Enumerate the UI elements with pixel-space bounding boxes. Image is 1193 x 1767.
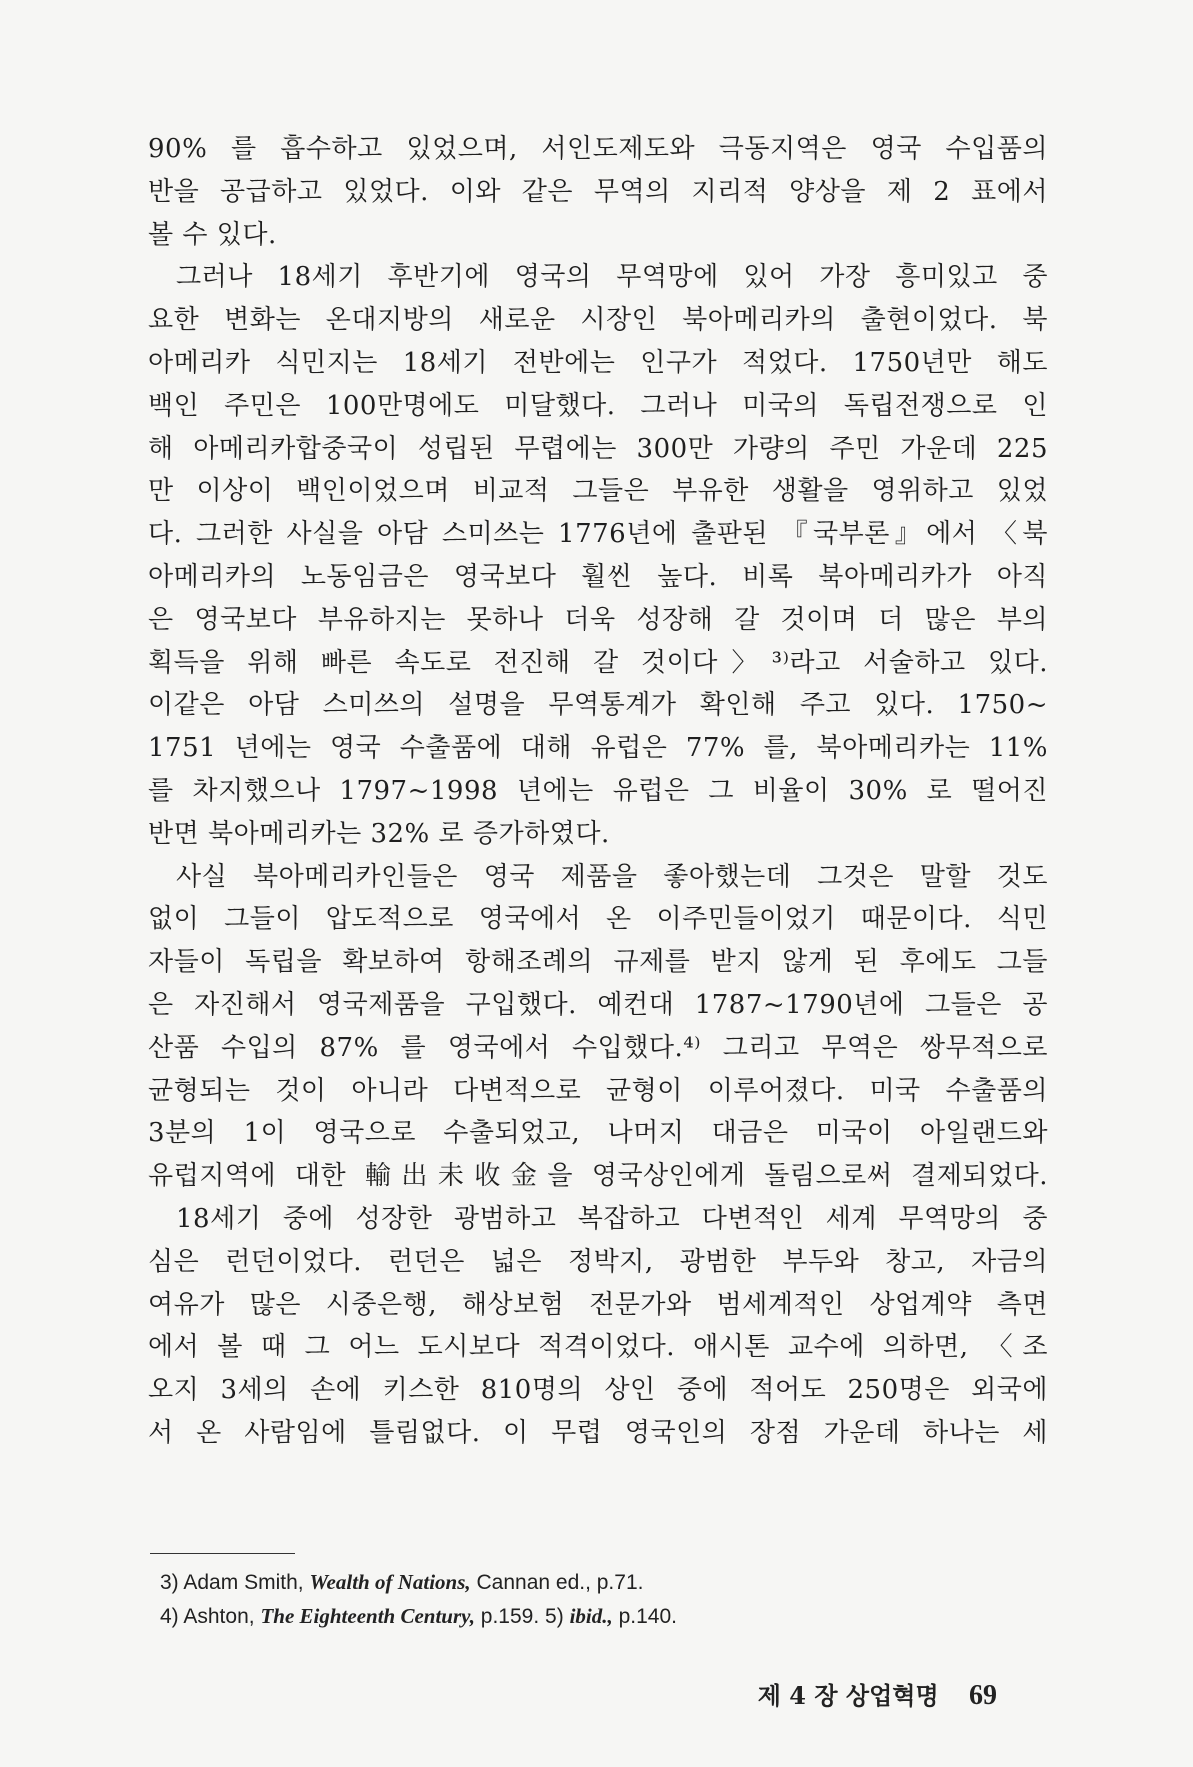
text-line: 여유가 많은 시중은행, 해상보험 전문가와 범세계적인 상업계약 측면 — [148, 1289, 1048, 1320]
footnote-number: 5) — [545, 1605, 564, 1628]
text-line: 백인 주민은 100만명에도 미달했다. 그러나 미국의 독립전쟁으로 인 — [148, 390, 1048, 421]
text-line: 에서 볼 때 그 어느 도시보다 적격이었다. 애시톤 교수에 의하면, 〈조 — [148, 1332, 1048, 1363]
text-line: 심은 런던이었다. 런던은 넓은 정박지, 광범한 부두와 창고, 자금의 — [148, 1246, 1048, 1277]
text-line: 없이 그들이 압도적으로 영국에서 온 이주민들이었기 때문이다. 식민 — [148, 904, 1048, 935]
text-line: 다. 그러한 사실을 아담 스미쓰는 1776년에 출판된 『국부론』에서 〈북 — [148, 519, 1048, 550]
running-footer — [758, 1676, 997, 1712]
text-line: 자들이 독립을 확보하여 항해조례의 규제를 받지 않게 된 후에도 그들 — [148, 947, 1048, 978]
footnote-title: The Eighteenth Century, — [260, 1604, 475, 1628]
text-line: 18세기 중에 성장한 광범하고 복잡하고 다변적인 세계 무역망의 중 — [176, 1203, 1048, 1234]
chapter-title: 제 4 장 상업혁명 — [757, 1681, 939, 1710]
text-line: 사실 북아메리카인들은 영국 제품을 좋아했는데 그것은 말할 것도 — [176, 861, 1048, 892]
text-line: 1751 년에는 영국 수출품에 대해 유럽은 77% 를, 북아메리카는 11% — [148, 733, 1048, 764]
footnote-detail: p.159. — [480, 1605, 540, 1628]
text-line: 를 차지했으나 1797~1998 년에는 유럽은 그 비율이 30% 로 떨어진 — [148, 775, 1048, 806]
footnotes — [160, 1565, 1040, 1633]
footnote-4 — [160, 1599, 1040, 1633]
text-line: 오지 3세의 손에 키스한 810명의 상인 중에 적어도 250명은 외국에 — [148, 1375, 1048, 1406]
footnote-detail: Cannan ed., p.71. — [476, 1571, 644, 1594]
text-line: 3분의 1이 영국으로 수출되었고, 나머지 대금은 미국이 아일랜드와 — [148, 1118, 1048, 1149]
text-line: 반면 북아메리카는 32% 로 증가하였다. — [148, 818, 610, 849]
text-line: 해 아메리카합중국이 성립된 무렵에는 300만 가량의 주민 가운데 225 — [148, 433, 1048, 464]
text-line: 만 이상이 백인이었으며 비교적 그들은 부유한 생활을 영위하고 있었 — [148, 476, 1048, 507]
footnote-number: 4) — [160, 1605, 179, 1628]
footnote-divider — [150, 1553, 295, 1554]
text-line: 반을 공급하고 있었다. 이와 같은 무역의 지리적 양상을 제 2 표에서 — [148, 176, 1048, 207]
text-line: 산품 수입의 87% 를 영국에서 수입했다.⁴⁾ 그리고 무역은 쌍무적으로 — [148, 1032, 1048, 1063]
text-line: 균형되는 것이 아니라 다변적으로 균형이 이루어졌다. 미국 수출품의 — [148, 1075, 1048, 1106]
text-line: 아메리카 식민지는 18세기 전반에는 인구가 적었다. 1750년만 해도 — [148, 347, 1048, 378]
text-line: 획득을 위해 빠른 속도로 전진해 갈 것이다〉³⁾라고 서술하고 있다. — [148, 647, 1048, 678]
text-line: 이같은 아담 스미쓰의 설명을 무역통계가 확인해 주고 있다. 1750~ — [148, 690, 1048, 721]
footnote-title: ibid., — [569, 1604, 613, 1628]
text-line: 서 온 사람임에 틀림없다. 이 무렵 영국인의 장점 가운데 하나는 세 — [148, 1417, 1048, 1448]
body-text — [148, 128, 1048, 1455]
text-line: 아메리카의 노동임금은 영국보다 훨씬 높다. 비록 북아메리카가 아직 — [148, 561, 1048, 592]
text-line: 요한 변화는 온대지방의 새로운 시장인 북아메리카의 출현이었다. 북 — [148, 305, 1048, 336]
text-line: 그러나 18세기 후반기에 영국의 무역망에 있어 가장 흥미있고 중 — [176, 262, 1048, 293]
footnote-3 — [160, 1565, 1040, 1599]
text-line: 은 자진해서 영국제품을 구입했다. 예컨대 1787~1790년에 그들은 공 — [148, 989, 1048, 1020]
footnote-number: 3) — [160, 1571, 179, 1594]
text-line: 유럽지역에 대한 輸出未收金을 영국상인에게 돌림으로써 결제되었다. — [148, 1161, 1048, 1192]
text-line: 90% 를 흡수하고 있었으며, 서인도제도와 극동지역은 영국 수입품의 — [148, 134, 1048, 164]
footnote-author: Ashton, — [183, 1605, 255, 1628]
footnote-author: Adam Smith, — [183, 1571, 304, 1594]
footnote-title: Wealth of Nations, — [309, 1570, 471, 1594]
page-number: 69 — [969, 1680, 997, 1711]
text-line: 은 영국보다 부유하지는 못하나 더욱 성장해 갈 것이며 더 많은 부의 — [148, 604, 1048, 635]
text-line: 볼 수 있다. — [148, 219, 277, 250]
footnote-detail: p.140. — [618, 1605, 677, 1628]
